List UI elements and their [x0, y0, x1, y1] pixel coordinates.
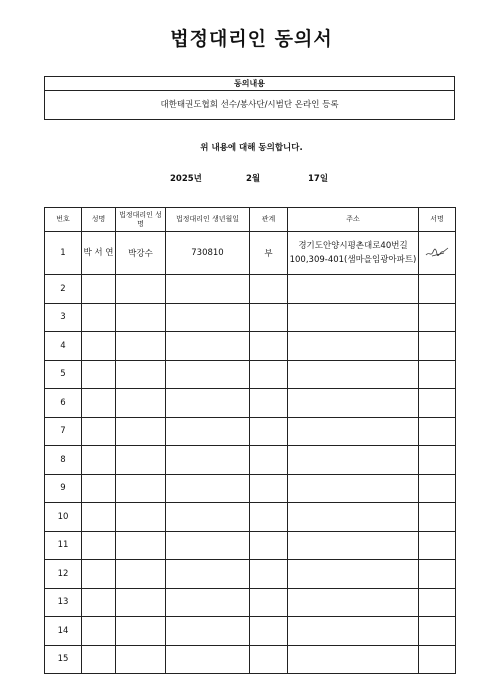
- date-day: 17일: [308, 174, 329, 184]
- table-row: [45, 560, 456, 589]
- table-row: [45, 332, 456, 361]
- row-number: 7: [45, 417, 82, 446]
- row-number: 14: [45, 617, 82, 646]
- table-row: [45, 389, 456, 418]
- row-number: 15: [45, 645, 82, 674]
- consent-box: [44, 76, 455, 120]
- relation: 부: [250, 232, 288, 275]
- address: 경기도안양시평촌대로40번길100,309-401(샘마을임광아파트): [288, 232, 419, 275]
- table-row: [45, 617, 456, 646]
- signer-table: [44, 207, 456, 674]
- signer-name: 박 서 연: [82, 232, 116, 275]
- table-row: [45, 503, 456, 532]
- row-number: 10: [45, 503, 82, 532]
- signature-cell: [419, 232, 456, 275]
- row-number: 9: [45, 474, 82, 503]
- row-number: 4: [45, 332, 82, 361]
- header-relation: 관계: [250, 208, 288, 232]
- row-number: 12: [45, 560, 82, 589]
- row-number: 11: [45, 531, 82, 560]
- table-row: [45, 474, 456, 503]
- table-row: [45, 232, 456, 275]
- agreement-text: 위 내용에 대해 동의합니다.: [200, 143, 303, 153]
- document-title: 법정대리인 동의서: [170, 28, 333, 50]
- row-number: 6: [45, 389, 82, 418]
- header-guardian-birthdate: 법정대리인 생년월일: [166, 208, 250, 232]
- header-signature: 서명: [419, 208, 456, 232]
- table-row: [45, 303, 456, 332]
- signature-image: [424, 245, 450, 259]
- row-number: 2: [45, 275, 82, 304]
- guardian-birthdate: 730810: [166, 232, 250, 275]
- header-number: 번호: [45, 208, 82, 232]
- date-month: 2월: [246, 174, 261, 184]
- table-row: [45, 417, 456, 446]
- row-number: 13: [45, 588, 82, 617]
- header-address: 주소: [288, 208, 419, 232]
- consent-header: 동의내용: [45, 77, 454, 91]
- table-row: [45, 588, 456, 617]
- table-header-row: [45, 208, 456, 232]
- table-row: [45, 645, 456, 674]
- row-number: 3: [45, 303, 82, 332]
- row-number: 5: [45, 360, 82, 389]
- row-number: 8: [45, 446, 82, 475]
- guardian-name: 박강수: [116, 232, 166, 275]
- consent-body: 대한태권도협회 선수/봉사단/시범단 온라인 등록: [160, 100, 339, 110]
- header-guardian-name: 법정대리인 성명: [116, 208, 166, 232]
- date-year: 2025년: [170, 174, 202, 184]
- table-row: [45, 275, 456, 304]
- table-row: [45, 446, 456, 475]
- table-row: [45, 360, 456, 389]
- row-number: 1: [45, 232, 82, 275]
- header-name: 성명: [82, 208, 116, 232]
- table-row: [45, 531, 456, 560]
